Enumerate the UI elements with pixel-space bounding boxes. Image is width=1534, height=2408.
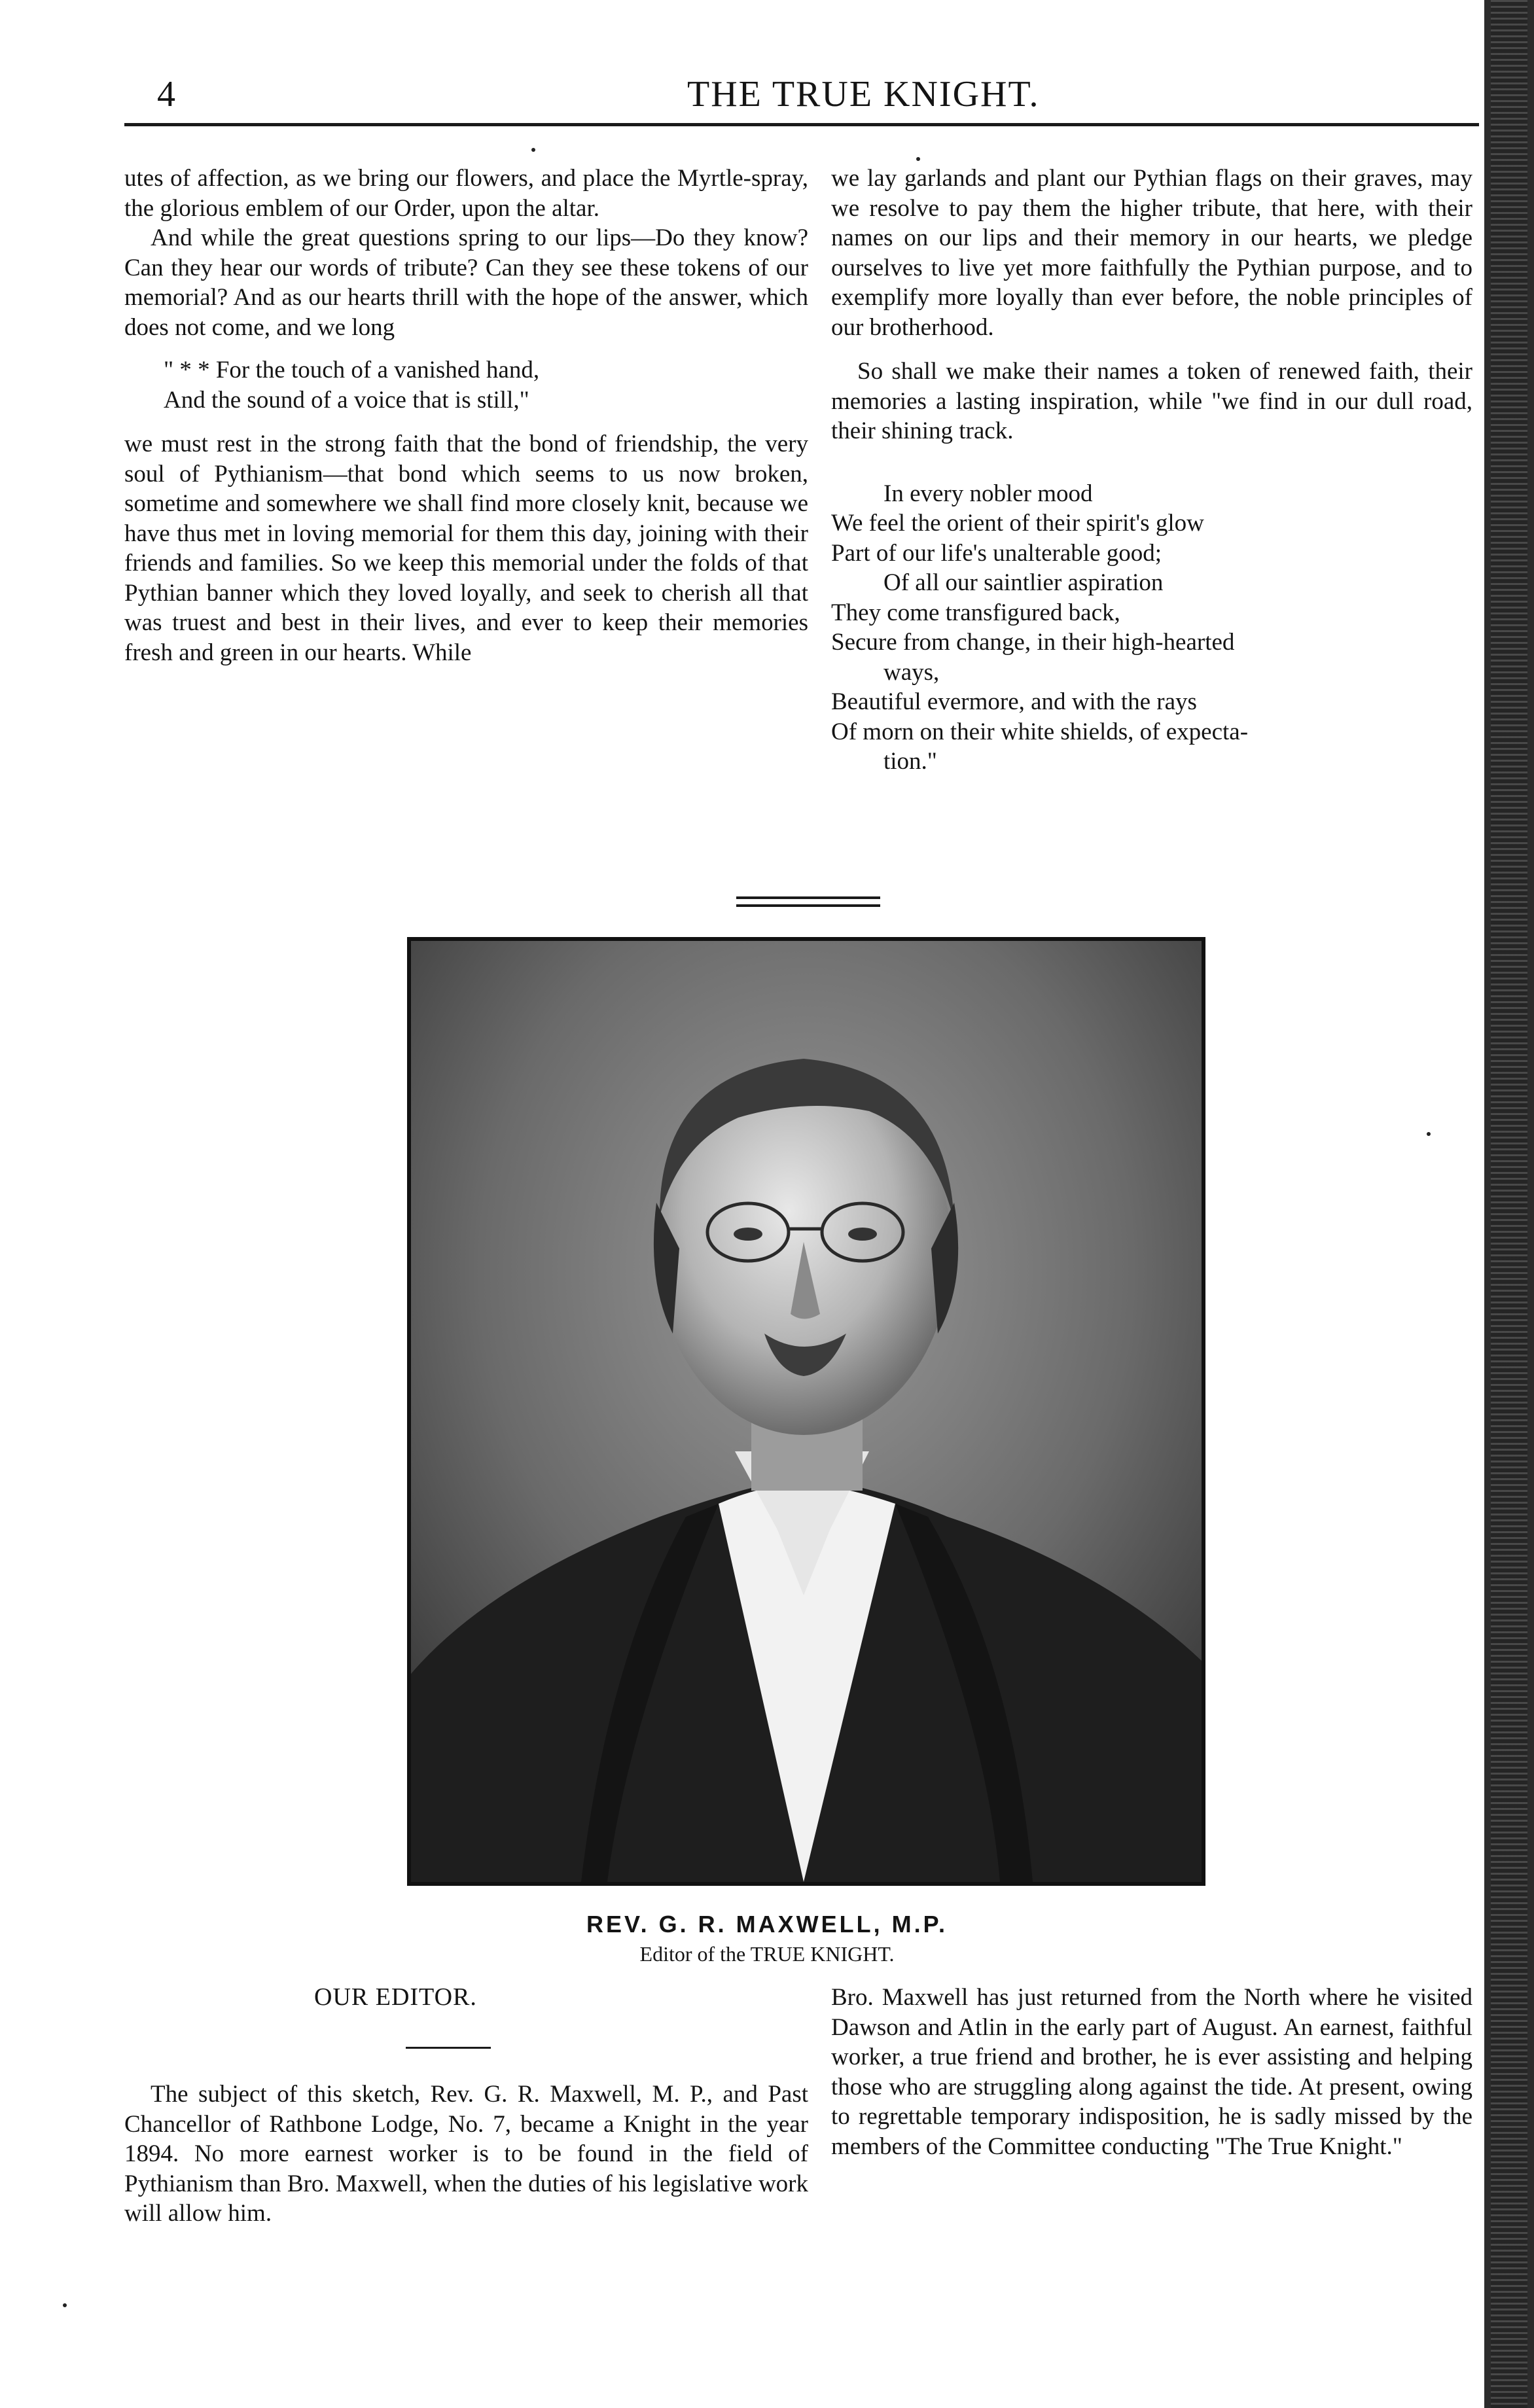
paragraph-faith: we must rest in the strong faith that the bond of friendship, the very soul of Pythianism—that bond which seems to us now broken, sometime and somewhere we shall find more closely knit, because we have thus met in loving memorial for them this day, joining with their friends and families. So we keep this memorial under the folds of that Pythian banner which they loved loyally, and seek to cherish all that was truest and best in their lives, and ever to keep their memories fresh and green in our hearts. While	[124, 431, 808, 666]
right-column	[831, 164, 1472, 777]
page-number: 4	[157, 74, 175, 115]
poem-line: ways,	[883, 658, 940, 686]
verse-line-2: And the sound of a voice that is still,"	[164, 386, 529, 414]
poem-line: Beautiful evermore, and with the rays	[831, 688, 1197, 715]
paragraph-affection: utes of affection, as we bring our flowers, and place the Myrtle-spray, the glorious emblem of our Order, upon the altar.	[124, 165, 808, 222]
separator-rule-top	[736, 896, 880, 899]
print-speck	[531, 148, 535, 152]
paragraph-returned: Bro. Maxwell has just returned from the North where he visited Dawson and Atlin in the early part of August. An earnest, faithful worker, a true friend and brother, he is ever assisting and helping those who are struggling along against the tide. At present, owing to regrettable temporary indisposition, he is sadly missed by the members of the Committee conducting "The True Knight."	[831, 1984, 1472, 2160]
paragraph-names-token: So shall we make their names a token of renewed faith, their memories a lasting inspiration, while "we find in our dull road, their shining track.	[831, 358, 1472, 444]
paragraph-questions: And while the great questions spring to our lips—Do they know? Can they hear our words of tribute? Can they see these tokens of our memorial? And as our hearts thrill with the hope of the answer, which does not come, and we long	[124, 224, 808, 341]
poem-line: Of morn on their white shields, of expecta-	[831, 718, 1249, 745]
editor-text-left	[124, 2080, 808, 2229]
print-speck	[63, 2303, 67, 2307]
print-speck	[916, 157, 920, 161]
masthead-title: THE TRUE KNIGHT.	[687, 74, 1040, 115]
paragraph-garlands: we lay garlands and plant our Pythian flags on their graves, may we resolve to pay them the higher tribute, that here, with their names on our lips and their memory in our hearts, we pledge ourselves to live yet more faithfully the Pythian purpose, and to exemplify more loyally than ever before, the noble principles of our brotherhood.	[831, 165, 1472, 341]
verse-line-1: " * * For the touch of a vanished hand,	[164, 357, 540, 383]
print-speck	[1427, 1132, 1431, 1136]
poem-line: Of all our saintlier aspiration	[883, 569, 1164, 596]
poem	[831, 479, 1472, 777]
poem-line: We feel the orient of their spirit's glow	[831, 510, 1204, 537]
poem-line: Secure from change, in their high-hearted	[831, 629, 1235, 656]
portrait-caption-name: REV. G. R. MAXWELL, M.P.	[586, 1911, 948, 1938]
portrait-photo	[407, 937, 1205, 1886]
poem-line: In every nobler mood	[883, 480, 1093, 507]
poem-line: Part of our life's unalterable good;	[831, 539, 1162, 567]
header-rule	[124, 123, 1479, 126]
separator-rule-bottom	[736, 904, 880, 907]
scan-edge-strip	[1484, 0, 1534, 2408]
paragraph-subject: The subject of this sketch, Rev. G. R. Maxwell, M. P., and Past Chancellor of Rathbone Lodge, No. 7, became a Knight in the year 1894. No more earnest worker is to be found in the field of Pythianism than Bro. Maxwell, when the duties of his legislative work will allow him.	[124, 2081, 808, 2227]
quoted-verse	[124, 355, 808, 415]
section-title: OUR EDITOR.	[314, 1983, 477, 2011]
poem-line: tion."	[883, 748, 937, 775]
left-column	[124, 164, 808, 667]
poem-line: They come transfigured back,	[831, 599, 1120, 626]
section-title-rule	[406, 2047, 491, 2049]
portrait-caption-subtitle: Editor of the TRUE KNIGHT.	[639, 1942, 895, 1966]
portrait-illustration	[411, 941, 1202, 1882]
editor-text-right	[831, 1983, 1472, 2161]
